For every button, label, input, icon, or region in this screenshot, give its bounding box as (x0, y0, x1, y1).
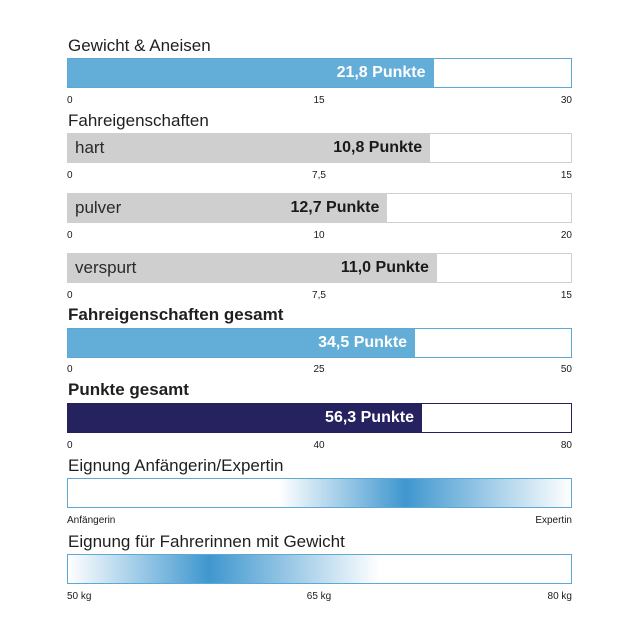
tick-label: 0 (67, 230, 73, 241)
title-punkte-gesamt: Punkte gesamt (68, 380, 189, 399)
tick-label: 7,5 (312, 170, 326, 181)
title-fahreigenschaften-gesamt: Fahreigenschaften gesamt (68, 305, 284, 324)
bar-fahreigenschaften-gesamt (67, 328, 572, 358)
tick-label: 0 (67, 95, 73, 106)
bar-fill (68, 59, 434, 87)
suitability-gradient (68, 555, 571, 583)
tick-label: 80 kg (547, 591, 572, 602)
tick-label: 50 kg (67, 591, 92, 602)
tick-label: 0 (67, 170, 73, 181)
series-label: pulver (75, 198, 122, 217)
tick-label: 40 (313, 440, 325, 451)
tick-label: 7,5 (312, 290, 326, 301)
value-label: 21,8 Punkte (336, 64, 426, 81)
tick-label: 0 (67, 440, 73, 451)
bar-eignung-gewicht (67, 554, 572, 584)
tick-label: 50 (560, 364, 572, 375)
series-label: verspurt (75, 258, 137, 277)
series-label: hart (75, 138, 105, 157)
value-label: 34,5 Punkte (318, 334, 408, 351)
value-label: 11,0 Punkte (340, 259, 429, 276)
tick-label: 10 (313, 230, 325, 241)
value-label: 10,8 Punkte (333, 139, 423, 156)
bar-hart (67, 133, 572, 163)
tick-label: 15 (313, 95, 325, 106)
title-fahreigenschaften: Fahreigenschaften (68, 111, 209, 130)
bar-punkte-gesamt (67, 403, 572, 433)
value-label: 56,3 Punkte (325, 409, 414, 426)
title-eignung-gewicht: Eignung für Fahrerinnen mit Gewicht (68, 532, 345, 551)
bar-fill (68, 329, 415, 357)
tick-label: 0 (67, 364, 73, 375)
tick-label: 15 (560, 290, 572, 301)
tick-label: 15 (560, 170, 572, 181)
suitability-gradient (68, 479, 571, 507)
bar-pulver (67, 193, 572, 223)
bar-verspurt (67, 253, 572, 283)
tick-label: Expertin (535, 515, 572, 526)
tick-label: 0 (67, 290, 73, 301)
tick-label: 65 kg (306, 591, 332, 602)
tick-label: 80 (560, 440, 572, 451)
title-gewicht-aneisen: Gewicht & Aneisen (68, 36, 211, 55)
tick-label: Anfängerin (67, 515, 116, 526)
tick-label: 30 (560, 95, 572, 106)
tick-label: 25 (313, 364, 325, 375)
value-label: 12,7 Punkte (290, 199, 380, 216)
title-eignung-niveau: Eignung Anfängerin/Expertin (68, 456, 284, 475)
tick-label: 20 (560, 230, 572, 241)
bar-gewicht-aneisen (67, 58, 572, 88)
bar-fill (68, 404, 422, 432)
bar-eignung-niveau (67, 478, 572, 508)
bar-fill (68, 134, 430, 162)
